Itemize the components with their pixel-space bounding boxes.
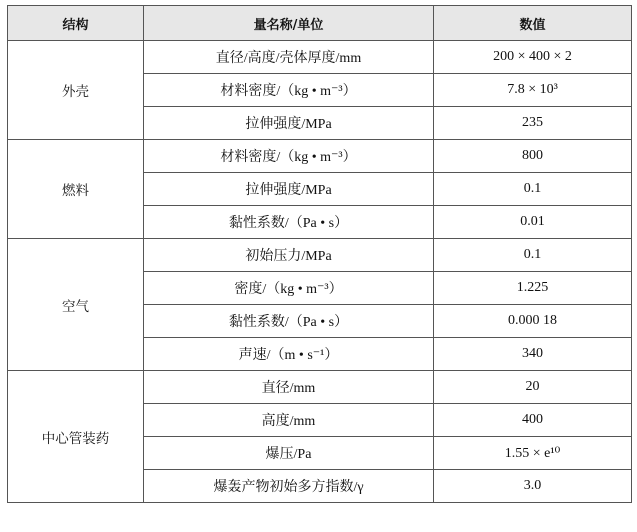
quantity-value: 200 × 400 × 2 (434, 41, 632, 74)
quantity-name: 声速/（m • s⁻¹） (144, 338, 434, 371)
quantity-name: 直径/mm (144, 371, 434, 404)
quantity-name: 材料密度/（kg • m⁻³） (144, 140, 434, 173)
quantity-name: 黏性系数/（Pa • s） (144, 206, 434, 239)
quantity-value: 400 (434, 404, 632, 437)
quantity-name: 直径/高度/壳体厚度/mm (144, 41, 434, 74)
quantity-name: 初始压力/MPa (144, 239, 434, 272)
quantity-value: 0.000 18 (434, 305, 632, 338)
header-row (8, 6, 632, 41)
quantity-name: 黏性系数/（Pa • s） (144, 305, 434, 338)
table-row (8, 371, 632, 404)
quantity-value: 340 (434, 338, 632, 371)
table-row (8, 140, 632, 173)
quantity-name: 拉伸强度/MPa (144, 173, 434, 206)
group-label-fuel: 燃料 (8, 140, 144, 239)
quantity-name: 高度/mm (144, 404, 434, 437)
quantity-value: 1.225 (434, 272, 632, 305)
quantity-value: 235 (434, 107, 632, 140)
group-label-shell: 外壳 (8, 41, 144, 140)
quantity-name: 密度/（kg • m⁻³） (144, 272, 434, 305)
header-value: 数值 (434, 6, 632, 41)
parameter-table (7, 5, 632, 503)
table-row (8, 239, 632, 272)
header-quantity-unit: 量名称/单位 (144, 6, 434, 41)
header-structure: 结构 (8, 6, 144, 41)
quantity-name: 爆压/Pa (144, 437, 434, 470)
quantity-name: 爆轰产物初始多方指数/γ (144, 470, 434, 503)
quantity-value: 0.1 (434, 239, 632, 272)
group-label-central-charge: 中心管装药 (8, 371, 144, 503)
quantity-value: 3.0 (434, 470, 632, 503)
group-label-air: 空气 (8, 239, 144, 371)
quantity-value: 7.8 × 10³ (434, 74, 632, 107)
quantity-value: 20 (434, 371, 632, 404)
quantity-value: 0.01 (434, 206, 632, 239)
quantity-name: 材料密度/（kg • m⁻³） (144, 74, 434, 107)
quantity-value: 0.1 (434, 173, 632, 206)
quantity-name: 拉伸强度/MPa (144, 107, 434, 140)
table-row (8, 41, 632, 74)
quantity-value: 1.55 × e¹⁰ (434, 437, 632, 470)
quantity-value: 800 (434, 140, 632, 173)
